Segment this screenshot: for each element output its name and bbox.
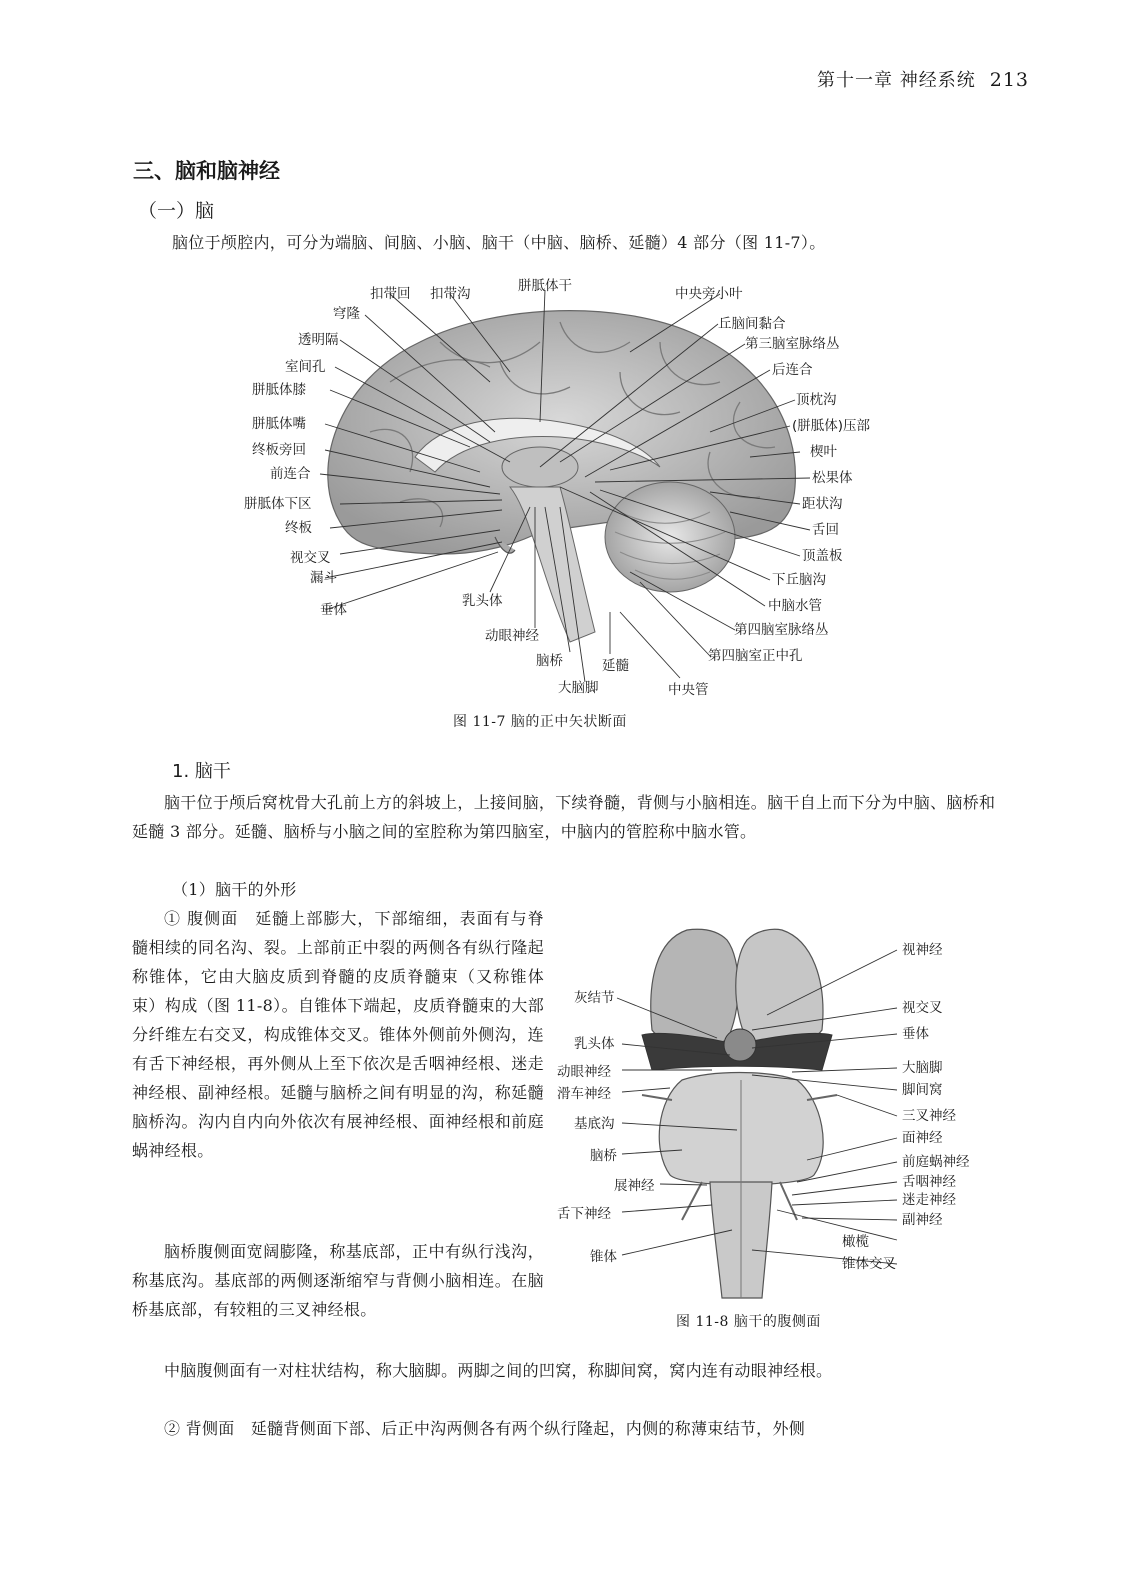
label-oculomotor-nerve: 动眼神经: [485, 628, 539, 644]
brain-drawing: [328, 311, 796, 642]
label-splenium: (胼胝体)压部: [792, 418, 871, 434]
label-mammillary-body: 乳头体: [462, 593, 503, 609]
label-cingulate-gyrus: 扣带回: [370, 286, 411, 302]
figure2-caption: 图 11-8 脑干的腹侧面: [676, 1314, 821, 1330]
subheading-brainstem: 1. 脑干: [172, 761, 231, 782]
label-tectal-plate: 顶盖板: [802, 548, 843, 564]
label-hypophysis: 垂体: [320, 602, 347, 618]
label-basilar-sulcus: 基底沟: [574, 1116, 615, 1132]
chapter-title: 第十一章 神经系统: [817, 70, 976, 91]
label-glossopharyngeal-nerve: 舌咽神经: [902, 1174, 956, 1190]
label-optic-chiasm: 视交叉: [290, 550, 331, 566]
label-pons-2: 脑桥: [590, 1148, 617, 1164]
label-anterior-commissure: 前连合: [270, 466, 311, 482]
label-pineal-body: 松果体: [812, 470, 853, 486]
label-vestibulocochlear-nerve: 前庭蜗神经: [902, 1154, 970, 1170]
label-genu: 胼胝体膝: [252, 382, 306, 398]
label-infundibulum: 漏斗: [310, 570, 337, 586]
label-mammillary-body-2: 乳头体: [574, 1036, 615, 1052]
paragraph-midbrain: 中脑腹侧面有一对柱状结构，称大脑脚。两脚之间的凹窝，称脚间窝，窝内连有动眼神经根。: [164, 1361, 833, 1380]
label-hypoglossal-nerve: 舌下神经: [557, 1206, 611, 1222]
label-pyramidal-decussation: 锥体交叉: [842, 1256, 896, 1272]
label-subcallosal-area: 胼胝体下区: [244, 496, 312, 512]
subsection-title: （一）脑: [138, 200, 215, 222]
label-interthalamic-adhesion: 丘脑间黏合: [718, 316, 786, 332]
figure-brainstem-ventral: [552, 920, 992, 1302]
label-paraterminal-gyrus: 终板旁回: [252, 442, 306, 458]
label-cerebral-peduncle-2: 大脑脚: [902, 1060, 943, 1076]
label-interpeduncular-fossa: 脚间窝: [902, 1082, 943, 1098]
figure1-caption: 图 11-7 脑的正中矢状断面: [453, 714, 627, 730]
label-septum-pellucidum: 透明隔: [298, 332, 339, 348]
section-title: 三、脑和脑神经: [133, 159, 280, 183]
label-accessory-nerve: 副神经: [902, 1212, 943, 1228]
label-optic-chiasm-2: 视交叉: [902, 1000, 943, 1016]
paragraph-ventral-surface: ① 腹侧面 延髓上部膨大，下部缩细，表面有与脊髓相续的同名沟、裂。上部前正中裂的两侧各有纵行隆起称锥体，它由大脑皮质到脊髓的皮质脊髓束（又称锥体束）构成（图 11-8）。自锥体下端起，皮质脊髓束的大部分纤维左右交叉，构成锥体交叉。锥体外侧前外侧沟，连有舌下神经根，再外侧从上至下依次是舌咽神经根、迷走神经根、副神经根。延髓与脑桥之间有明显的沟，称延髓脑桥沟。沟内自内向外依次有展神经根、面神经根和前庭蜗神经根。: [132, 909, 544, 1160]
label-cingulate-sulcus: 扣带沟: [430, 286, 471, 302]
label-lingual-gyrus: 舌回: [812, 522, 839, 538]
label-tuber-cinereum: 灰结节: [574, 990, 615, 1006]
label-cuneus: 楔叶: [810, 444, 837, 460]
label-rostrum: 胼胝体嘴: [252, 416, 306, 432]
label-cerebral-peduncle: 大脑脚: [558, 680, 599, 696]
brainstem-drawing: [642, 929, 837, 1298]
label-third-ventricle-plexus: 第三脑室脉络丛: [745, 336, 840, 352]
label-abducens-nerve: 展神经: [614, 1178, 655, 1194]
figure-brain-sagittal: [240, 272, 880, 704]
label-interventricular-foramen: 室间孔: [285, 359, 326, 375]
label-central-canal: 中央管: [668, 682, 709, 698]
label-facial-nerve: 面神经: [902, 1130, 943, 1146]
label-pons: 脑桥: [536, 653, 563, 669]
label-corpus-callosum-trunk: 胼胝体干: [518, 278, 572, 294]
label-optic-nerve: 视神经: [902, 942, 943, 958]
item-external-form: （1）脑干的外形: [172, 880, 297, 899]
page-number: 213: [989, 69, 1029, 91]
paragraph-dorsal-surface: ② 背侧面 延髓背侧面下部、后正中沟两侧各有两个纵行隆起，内侧的称薄束结节，外侧: [164, 1419, 806, 1438]
label-olive: 橄榄: [842, 1234, 869, 1250]
label-median-aperture: 第四脑室正中孔: [708, 648, 803, 664]
label-calcarine-sulcus: 距状沟: [802, 496, 843, 512]
label-paracentral-lobule: 中央旁小叶: [675, 286, 743, 302]
label-oculomotor-nerve-2: 动眼神经: [557, 1064, 611, 1080]
label-pyramid: 锥体: [590, 1249, 617, 1265]
label-trochlear-nerve: 滑车神经: [557, 1086, 611, 1102]
running-header: [817, 66, 1029, 92]
label-fourth-ventricle-plexus: 第四脑室脉络丛: [734, 622, 829, 638]
paragraph-pons: 脑桥腹侧面宽阔膨隆，称基底部，正中有纵行浅沟，称基底沟。基底部的两侧逐渐缩窄与背侧小脑相连。在脑桥基底部，有较粗的三叉神经根。: [132, 1242, 544, 1319]
label-fornix: 穹隆: [333, 306, 360, 322]
label-lamina-terminalis: 终板: [285, 520, 312, 536]
label-cerebral-aqueduct: 中脑水管: [768, 598, 822, 614]
paragraph-brainstem-intro: 脑干位于颅后窝枕骨大孔前上方的斜坡上，上接间脑，下续脊髓，背侧与小脑相连。脑干自上而下分为中脑、脑桥和延髓 3 部分。延髓、脑桥与小脑之间的室腔称为第四脑室，中脑内的管腔称中脑水管。: [132, 793, 996, 841]
label-medulla: 延髓: [602, 658, 629, 674]
label-parieto-occipital-sulcus: 顶枕沟: [796, 392, 837, 408]
label-hypothalamic-sulcus: 下丘脑沟: [772, 572, 826, 588]
label-posterior-commissure: 后连合: [772, 362, 813, 378]
label-hypophysis-2: 垂体: [902, 1026, 929, 1042]
intro-paragraph: 脑位于颅腔内，可分为端脑、间脑、小脑、脑干（中脑、脑桥、延髓）4 部分（图 11-7）。: [172, 233, 826, 252]
label-trigeminal-nerve: 三叉神经: [902, 1108, 956, 1124]
label-vagus-nerve: 迷走神经: [902, 1192, 956, 1208]
